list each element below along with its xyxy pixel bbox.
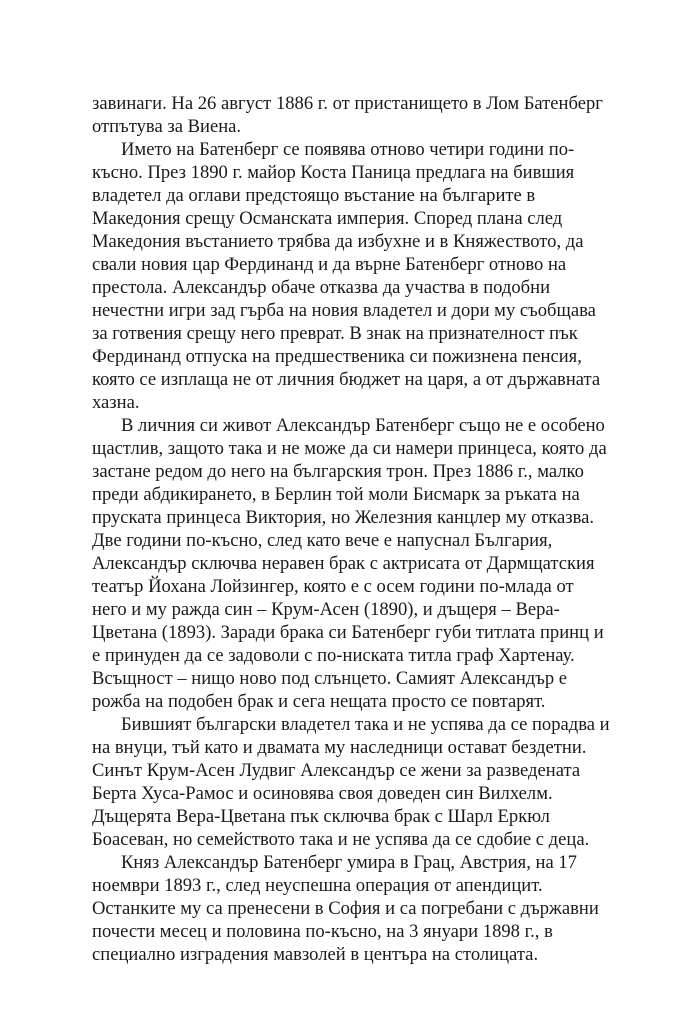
- text-line: късно. През 1890 г. майор Коста Паница предлага на бившия: [92, 162, 575, 183]
- text-line: Дъщерята Вера-Цветана пък сключва брак с Шарл Еркюл: [92, 806, 550, 827]
- text-line: Името на Батенберг се появява отново четири години по-: [121, 139, 575, 160]
- paragraph-2: [92, 138, 618, 414]
- text-line: специално изградения мавзолей в центъра на столицата.: [92, 944, 539, 965]
- text-line: Македония въстанието трябва да избухне и в Княжеството, да: [92, 231, 584, 252]
- text-line: пруската принцеса Виктория, но Железния канцлер му отказва.: [92, 507, 595, 528]
- text-line: Александър сключва неравен брак с актрисата от Дармщатския: [92, 553, 595, 574]
- text-line: отпътува за Виена.: [92, 116, 242, 137]
- text-line: Две години по-късно, след като вече е напуснал България,: [92, 530, 553, 551]
- paragraph-3: [92, 414, 618, 713]
- text-line: него и му ражда син – Крум-Асен (1890), и дъщеря – Вера-: [92, 599, 560, 620]
- text-line: хазна.: [92, 392, 140, 413]
- text-line: Останките му са пренесени в София и са погребани с държавни: [92, 898, 599, 919]
- text-line: преди абдикирането, в Берлин той моли Бисмарк за ръката на: [92, 484, 580, 505]
- text-line: Бившият български владетел така и не успява да се порадва и: [121, 714, 610, 735]
- text-line: Цветана (1893). Заради брака си Батенберг губи титлата принц и: [92, 622, 604, 643]
- text-line: свали новия цар Фердинанд и да върне Батенберг отново на: [92, 254, 567, 275]
- text-line: почести месец и половина по-късно, на 3 януари 1898 г., в: [92, 921, 553, 942]
- text-line: владетел да оглави предстоящо въстание на българите в: [92, 185, 536, 206]
- text-line: щастлив, защото така и не може да си намери принцеса, която да: [92, 438, 607, 459]
- text-line: ноември 1893 г., след неуспешна операция от апендицит.: [92, 875, 543, 896]
- text-line: която се изплаща не от личния бюджет на царя, а от държавната: [92, 369, 601, 390]
- text-line: театър Йохана Лойзингер, която е с осем години по-млада от: [92, 576, 574, 597]
- paragraph-4: [92, 713, 618, 851]
- text-line: Боасеван, но семейството така и не успява да се сдобие с деца.: [92, 829, 590, 850]
- paragraph-1: [92, 92, 618, 138]
- text-line: на внуци, тъй като и двамата му наследници остават бездетни.: [92, 737, 587, 758]
- text-line: Берта Хуса-Рамос и осиновява своя доведен син Вилхелм.: [92, 783, 553, 804]
- paragraph-5: [92, 851, 618, 966]
- text-line: нечестни игри зад гърба на новия владетел и дори му съобщава: [92, 300, 596, 321]
- text-line: Македония срещу Османската империя. Според плана след: [92, 208, 563, 229]
- text-line: престола. Александър обаче отказва да участва в подобни: [92, 277, 551, 298]
- text-line: Княз Александър Батенберг умира в Грац, Австрия, на 17: [121, 852, 577, 873]
- text-line: е принуден да се задоволи с по-ниската титла граф Хартенау.: [92, 645, 575, 666]
- text-line: Всъщност – нищо ново под слънцето. Самият Александър е: [92, 668, 568, 689]
- text-line: завинаги. На 26 август 1886 г. от пристанището в Лом Батенберг: [92, 93, 603, 114]
- text-line: застане редом до него на българския трон. През 1886 г., малко: [92, 461, 584, 482]
- text-line: Фердинанд отпуска на предшественика си пожизнена пенсия,: [92, 346, 582, 367]
- text-line: В личния си живот Александър Батенберг също не е особено: [121, 415, 605, 436]
- text-line: за готвения срещу него преврат. В знак на признателност пък: [92, 323, 578, 344]
- page-body: [92, 92, 618, 966]
- text-line: Синът Крум-Асен Лудвиг Александър се жени за разведената: [92, 760, 581, 781]
- text-line: рожба на подобен брак и сега нещата просто се повтарят.: [92, 691, 546, 712]
